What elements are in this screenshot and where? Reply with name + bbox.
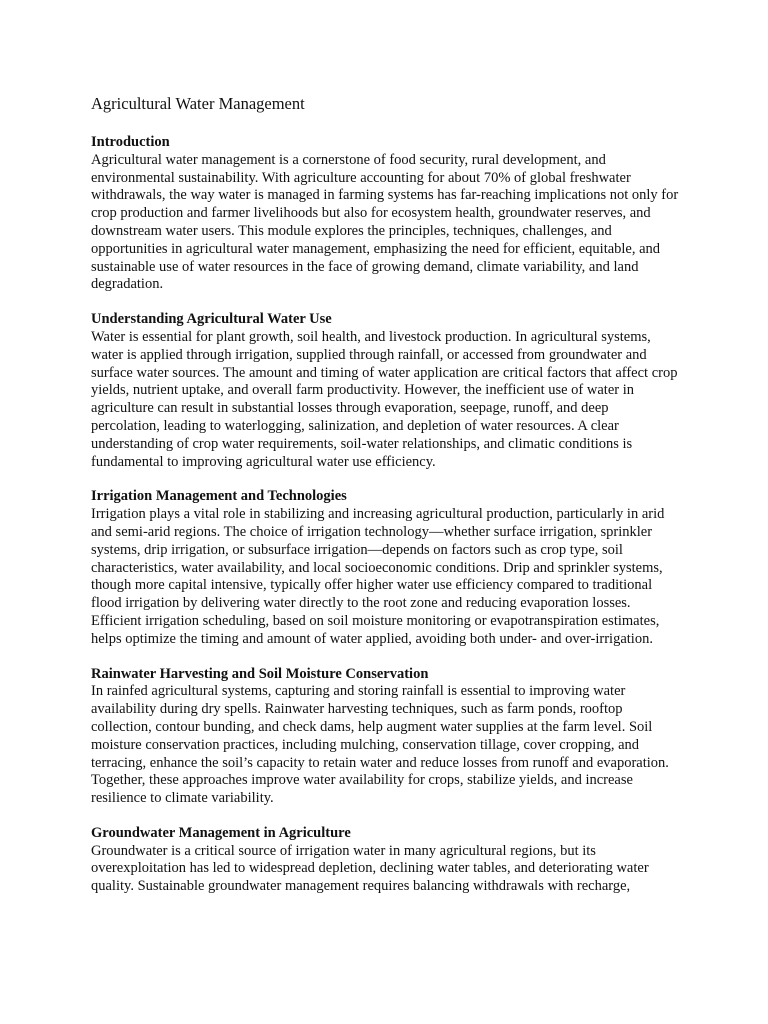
section-heading: Rainwater Harvesting and Soil Moisture Conservation bbox=[91, 665, 429, 682]
section-body: Agricultural water management is a cornerstone of food security, rural development, and environmental sustainability. With agriculture accounting for about 70% of global freshwater withdrawals, the way water is managed in farming systems has far-reaching implications not only for crop production and farmer livelihoods but also for ecosystem health, groundwater reserves, and downstream water users. This module explores the principles, techniques, challenges, and opportunities in agricultural water management, emphasizing the need for efficient, equitable, and sustainable use of water resources in the face of growing demand, climate variability, and land degradation. bbox=[91, 151, 679, 293]
section-groundwater-management bbox=[91, 825, 681, 896]
section-body: In rainfed agricultural systems, capturing and storing rainfall is essential to improving water availability during dry spells. Rainwater harvesting techniques, such as farm ponds, rooftop collection, contour bunding, and check dams, help augment water supplies at the farm level. Soil moisture conservation practices, including mulching, conservation tillage, cover cropping, and terracing, enhance the soil’s capacity to retain water and reduce losses from runoff and evaporation. Together, these approaches improve water availability for crops, stabilize yields, and increase resilience to climate variability. bbox=[91, 683, 669, 807]
section-body: Groundwater is a critical source of irrigation water in many agricultural regions, but its overexploitation has led to widespread depletion, declining water tables, and deteriorating water quality. Sustainable groundwater management requires balancing withdrawals with recharge, bbox=[91, 842, 649, 895]
section-rainwater-harvesting bbox=[91, 666, 681, 808]
document-title: Agricultural Water Management bbox=[91, 94, 305, 113]
section-introduction bbox=[91, 134, 681, 294]
section-heading: Irrigation Management and Technologies bbox=[91, 488, 347, 505]
section-body: Irrigation plays a vital role in stabilizing and increasing agricultural production, particularly in arid and semi-arid regions. The choice of irrigation technology—whether surface irrigation, sprinkler systems, drip irrigation, or subsurface irrigation—depends on factors such as crop type, soil characteristics, water availability, and local socioeconomic conditions. Drip and sprinkler systems, though more capital intensive, typically offer higher water use efficiency compared to traditional flood irrigation by delivering water directly to the root zone and reducing evaporation losses. Efficient irrigation scheduling, based on soil moisture monitoring or evapotranspiration estimates, helps optimize the timing and amount of water applied, avoiding both under- and over-irrigation. bbox=[91, 506, 665, 647]
section-body: Water is essential for plant growth, soil health, and livestock production. In agricultural systems, water is applied through irrigation, supplied through rainfall, or accessed from groundwater and surface water sources. The amount and timing of water application are critical factors that affect crop yields, nutrient uptake, and overall farm productivity. However, the inefficient use of water in agriculture can result in substantial losses through evaporation, seepage, runoff, and deep percolation, leading to waterlogging, salinization, and depletion of water resources. A clear understanding of crop water requirements, soil-water relationships, and climatic conditions is fundamental to improving agricultural water use efficiency. bbox=[91, 328, 678, 470]
section-heading: Groundwater Management in Agriculture bbox=[91, 824, 351, 841]
section-irrigation-management bbox=[91, 488, 681, 648]
section-heading: Understanding Agricultural Water Use bbox=[91, 311, 332, 328]
section-heading: Introduction bbox=[91, 134, 170, 150]
section-understanding-water-use bbox=[91, 311, 681, 471]
document-page bbox=[91, 94, 681, 913]
